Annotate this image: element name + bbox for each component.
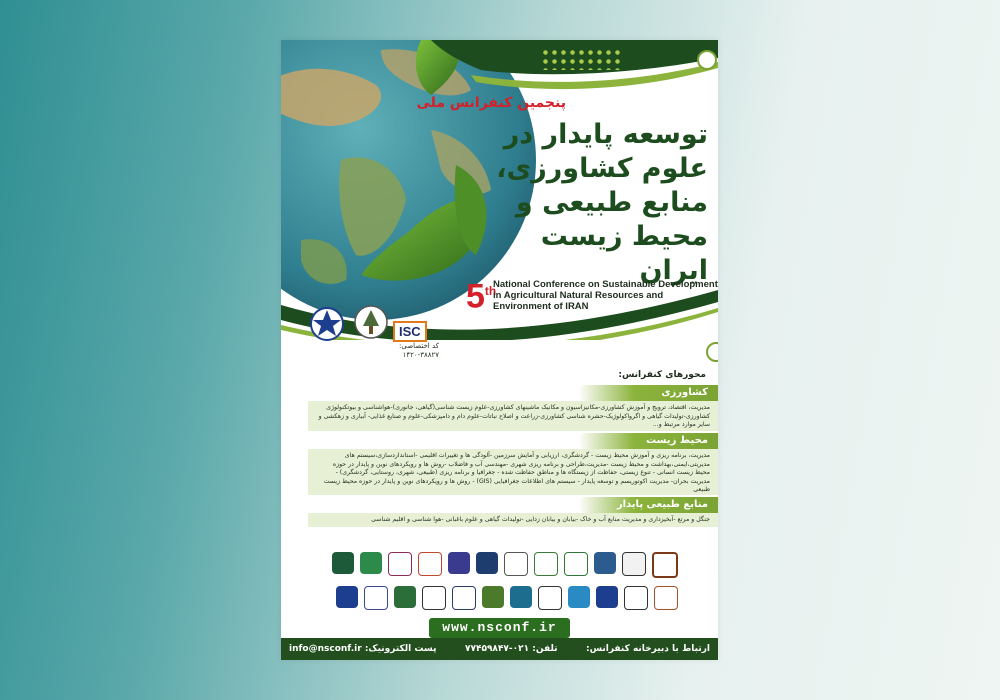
section-heading-natural-resources: منابع طبیعی پایدار bbox=[578, 497, 718, 513]
sponsor-logo bbox=[622, 552, 646, 576]
contact-footer bbox=[281, 638, 718, 660]
sponsor-logo bbox=[332, 552, 354, 574]
section-heading-environment: محیط زیست bbox=[578, 433, 718, 449]
title-line: محیط زیست ایران bbox=[540, 221, 708, 286]
conference-axes-heading: محورهای کنفرانس: bbox=[618, 370, 706, 380]
section-body-agriculture: مدیریت، اقتصاد، ترویج و آموزش کشاورزی-مکانیزاسیون و مکانیک ماشینهای کشاورزی-علوم زیست شناسی(گیاهی، جانوری)-هواشناسی و بیوتکنولوژی کشاورزی-تولیدات گیاهی و اگرواکولوژیک-حشره شناسی کشاورزی-زراعت و اصلاح نباتات-علوم دام و دامپزشکی-علوم و صنایع غذایی- آبیاری و زهکشی و سایر موارد مرتبط و... bbox=[308, 401, 718, 431]
sponsor-logo bbox=[654, 586, 678, 610]
footer-phone bbox=[465, 638, 558, 660]
sponsor-logo bbox=[624, 586, 648, 610]
footer-contact-label: ارتباط با دبیرخانه کنفرانس: bbox=[586, 644, 710, 654]
conference-poster bbox=[281, 40, 718, 660]
decorative-dots bbox=[541, 48, 621, 70]
conference-title-en: National Conference on Sustainable Development in Agricultural Natural Resources and Environment of IRAN bbox=[493, 279, 718, 312]
sponsor-logo bbox=[510, 586, 532, 608]
footer-email-address[interactable]: info@nsconf.ir bbox=[289, 644, 362, 654]
section-body-environment: مدیریت، برنامه ریزی و آموزش محیط زیست - گردشگری، ارزیابی و آمایش سرزمین -آلودگی ها و تغییرات اقلیمی -استانداردسازی،سیستم های مدیریتی،ایمنی،بهداشت و محیط زیست -مدیریت،طراحی و برنامه ریزی شهری -مهندسی آب و فاضلاب -روش ها و رویکردهای نوین و پایدار در حوزه محیط زیست انسانی - تنوع زیستی، حفاظت از زیستگاه ها و مناطق حفاظت شده - جغرافیا و برنامه ریزی (طبیعی، شهری، روستایی، گردشگری) - مدیریت بحران- مدیریت اکوتوریسم و توسعه پایدار - سیستم های اطلاعات جغرافیایی (GIS) - روش ها و رویکردهای نوین و پایدار در حوزه محیط زیست طبیعی bbox=[308, 449, 718, 495]
isc-code-label: کد اختصاصی: bbox=[399, 342, 439, 350]
sponsor-logo bbox=[594, 552, 616, 574]
edition-number-digit: 5 bbox=[466, 277, 485, 316]
footer-email-label: پست الکترونیک: bbox=[364, 644, 437, 654]
footer-phone-label: تلفن: bbox=[532, 644, 558, 654]
sponsor-logo bbox=[448, 552, 470, 574]
sponsor-logo bbox=[568, 586, 590, 608]
sponsor-logo bbox=[360, 552, 382, 574]
organizer-logo-blue bbox=[309, 306, 345, 342]
isc-logo: ISC bbox=[393, 321, 427, 342]
sponsor-logo bbox=[596, 586, 618, 608]
sponsor-logo bbox=[422, 586, 446, 610]
sponsor-logo bbox=[336, 586, 358, 608]
sponsor-logo bbox=[364, 586, 388, 610]
title-line: توسعه پایدار در bbox=[503, 119, 708, 150]
decorative-ring-top bbox=[697, 50, 717, 70]
sponsor-logo bbox=[394, 586, 416, 608]
section-body-natural-resources: جنگل و مرتع -آبخیزداری و مدیریت منابع آب و خاک -بیابان و بیابان زدایی -تولیدات گیاهی و علوم باغبانی -هوا شناسی و اقلیم شناسی bbox=[308, 513, 718, 527]
decorative-ring-side bbox=[706, 342, 718, 362]
footer-phone-number: ۰۲۱-۷۷۴۵۹۸۴۷ bbox=[464, 644, 530, 654]
sponsor-logo bbox=[538, 586, 562, 610]
sponsor-logo bbox=[564, 552, 588, 576]
organizer-logo-tree bbox=[353, 304, 389, 344]
title-line: منابع طبیعی و bbox=[515, 187, 708, 218]
sponsor-logo bbox=[452, 586, 476, 610]
sponsor-logo bbox=[504, 552, 528, 576]
sponsor-logo bbox=[388, 552, 412, 576]
sponsor-logo bbox=[652, 552, 678, 578]
conference-edition-label: پنجمین کنفرانس ملی bbox=[416, 95, 566, 111]
sponsor-logo bbox=[482, 586, 504, 608]
website-link[interactable]: www.nsconf.ir bbox=[429, 618, 570, 638]
isc-code bbox=[393, 342, 439, 360]
sponsor-logos-row-1 bbox=[332, 552, 678, 578]
edition-number bbox=[466, 274, 497, 316]
edition-number-suffix: th bbox=[484, 284, 497, 298]
conference-title-fa bbox=[468, 118, 708, 288]
sponsor-logo bbox=[476, 552, 498, 574]
sponsor-logos-row-2 bbox=[336, 586, 678, 610]
sponsor-logo bbox=[534, 552, 558, 576]
sponsor-logo bbox=[418, 552, 442, 576]
section-heading-agriculture: کشاورزی bbox=[578, 385, 718, 401]
isc-code-value: ۱۴۲۰-۳۸۸۲۷ bbox=[402, 351, 439, 359]
footer-email bbox=[289, 638, 436, 660]
title-line: علوم کشاورزی، bbox=[496, 153, 708, 184]
